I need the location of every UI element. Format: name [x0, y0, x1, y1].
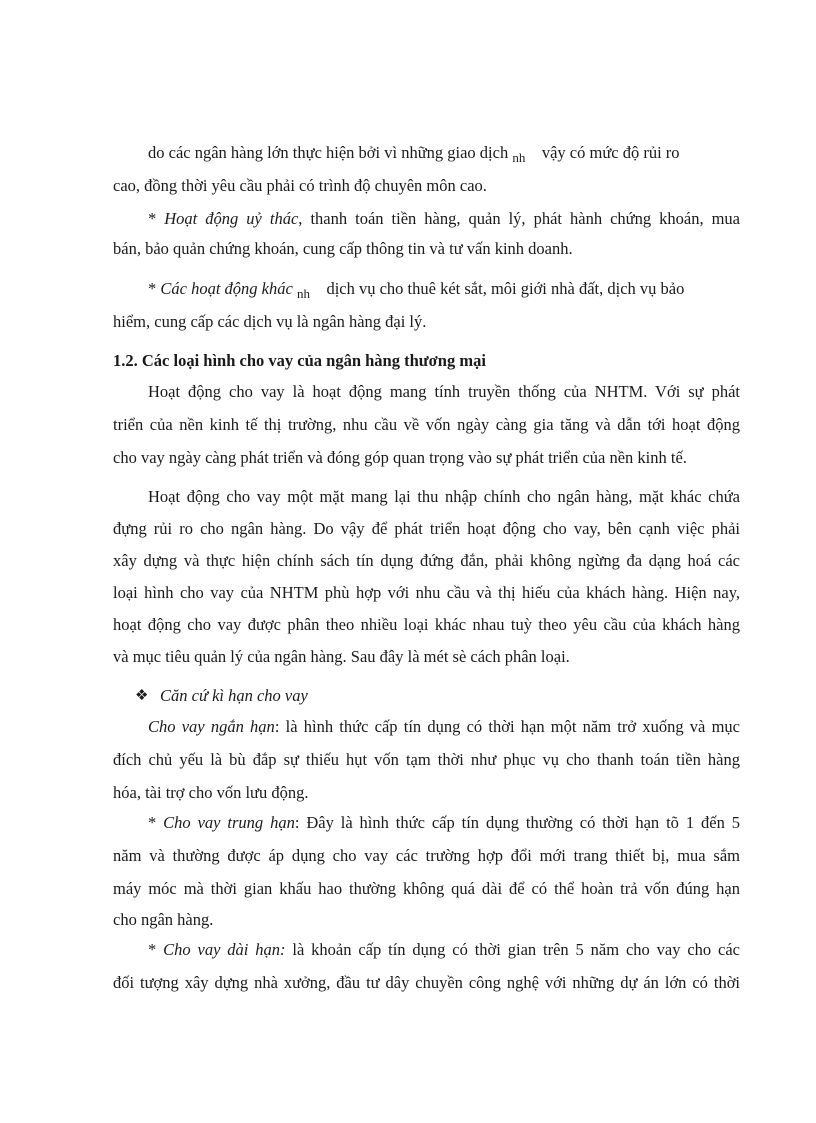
paragraph-line: đích chủ yếu là bù đắp sự thiếu hụt vốn tạm thời như phục vụ cho thanh toán tiền hàng — [113, 750, 740, 769]
star-marker: * — [148, 279, 157, 298]
paragraph-line — [148, 279, 740, 300]
paragraph-line: năm và thường được áp dụng cho vay các trường hợp đổi mới trang thiết bị, mua sắm — [113, 846, 740, 865]
subscript-fragment: nh — [512, 150, 526, 165]
paragraph-line — [148, 209, 740, 229]
paragraph-line: bán, bảo quản chứng khoán, cung cấp thông tin và tư vấn kinh doanh. — [113, 239, 573, 258]
text-segment: vậy có mức độ rủi ro — [541, 143, 680, 162]
paragraph-line: máy móc mà thời gian khấu hao thường không quá dài để có thể hoàn trả vốn đúng hạn — [113, 879, 740, 898]
paragraph-line: triển của nền kinh tế thị trường, nhu cầu về vốn ngày càng gia tăng và dẫn tới hoạt động — [113, 415, 740, 434]
paragraph-line: Hoạt động cho vay là hoạt động mang tính truyền thống của NHTM. Với sự phát — [148, 382, 740, 401]
paragraph-line — [148, 717, 740, 737]
star-marker: * — [148, 813, 157, 832]
paragraph-line: cho vay ngày càng phát triển và đóng góp quan trọng vào sự phát triển của nền kinh tế. — [113, 448, 687, 467]
text-segment: là khoản cấp tín dụng có thời gian trên 5 năm cho vay cho các — [292, 940, 740, 959]
paragraph-line: và mục tiêu quản lý của ngân hàng. Sau đây là mét sè cách phân loại. — [113, 647, 570, 666]
paragraph-line: xây dựng và thực hiện chính sách tín dụng đứng đắn, phải không ngừng đa dạng hoá các — [113, 551, 740, 570]
italic-term: Căn cứ kì hạn cho vay — [160, 686, 308, 705]
paragraph-line: hóa, tài trợ cho vốn lưu động. — [113, 783, 309, 802]
italic-term: Các hoạt động khác — [160, 279, 293, 298]
text-segment: : Đây là hình thức cấp tín dụng thường có thời hạn tõ 1 đến 5 — [294, 813, 740, 832]
bullet-heading — [160, 686, 740, 706]
paragraph-line — [148, 143, 740, 164]
diamond-bullet-icon: ❖ — [135, 688, 149, 704]
italic-term: Cho vay ngắn hạn — [148, 717, 275, 736]
paragraph-line: loại hình cho vay của NHTM phù hợp với nhu cầu và thị hiếu của khách hàng. Hiện nay, — [113, 583, 740, 602]
paragraph-line: cho ngân hàng. — [113, 910, 214, 929]
paragraph-line — [148, 940, 740, 960]
star-marker: * — [148, 940, 157, 959]
section-heading: 1.2. Các loại hình cho vay của ngân hàng thương mại — [113, 351, 486, 370]
paragraph-line: hoạt động cho vay được phân theo nhiều loại khác nhau tuỳ theo yêu cầu của khách hàng — [113, 615, 740, 634]
text-segment: , thanh toán tiền hàng, quản lý, phát hành chứng khoán, mua — [298, 209, 740, 228]
text-segment: : là hình thức cấp tín dụng có thời hạn một năm trở xuống và mục — [274, 717, 740, 736]
paragraph-line: đối tượng xây dựng nhà xưởng, đầu tư dây chuyền công nghệ với những dự án lớn có thời — [113, 973, 740, 992]
text-segment: dịch vụ cho thuê két sắt, môi giới nhà đất, dịch vụ bảo — [326, 279, 685, 298]
italic-term: Cho vay trung hạn — [163, 813, 295, 832]
paragraph-line: Hoạt động cho vay một mặt mang lại thu nhập chính cho ngân hàng, mặt khác chứa — [148, 487, 740, 506]
star-marker: * — [148, 209, 157, 228]
paragraph-line: cao, đồng thời yêu cầu phải có trình độ chuyên môn cao. — [113, 176, 487, 195]
paragraph-line — [148, 813, 740, 833]
paragraph-line: đựng rủi ro cho ngân hàng. Do vậy để phát triển hoạt động cho vay, bên cạnh việc phải — [113, 519, 740, 538]
paragraph-line: hiểm, cung cấp các dịch vụ là ngân hàng đại lý. — [113, 312, 427, 331]
subscript-fragment: nh — [296, 286, 310, 301]
italic-term: Hoạt động uỷ thác — [164, 209, 299, 228]
italic-term: Cho vay dài hạn: — [163, 940, 286, 959]
text-segment: do các ngân hàng lớn thực hiện bởi vì những giao dịch — [148, 143, 509, 162]
